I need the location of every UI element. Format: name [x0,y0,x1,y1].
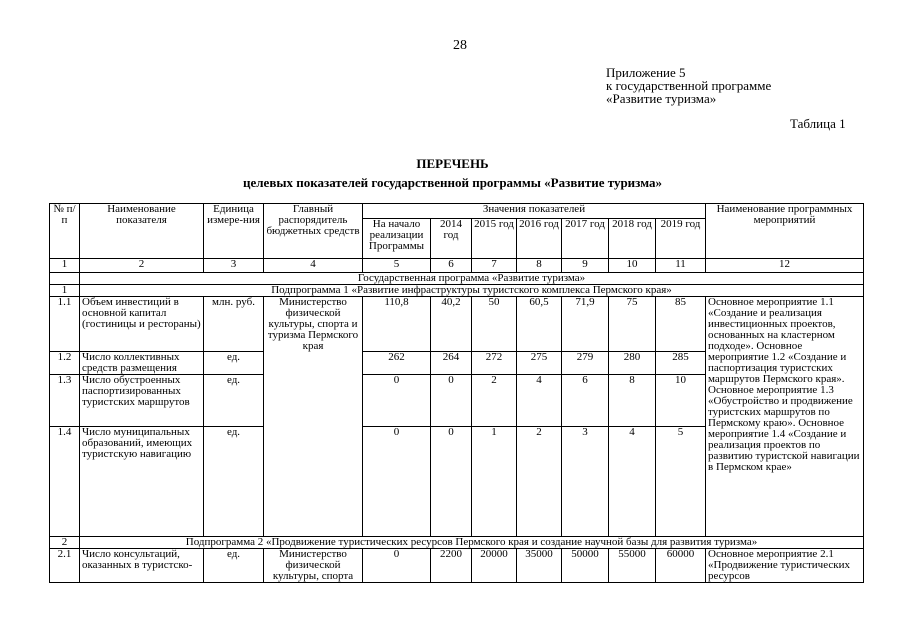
indicator-name: Число коллективных средств размещения [80,352,204,375]
value-cell: 4 [609,427,656,537]
column-index: 1 [50,259,80,273]
value-cell: 50000 [562,549,609,583]
row-num: 2.1 [50,549,80,583]
value-cell: 71,9 [562,297,609,352]
value-cell: 2 [472,375,517,427]
column-index: 11 [656,259,706,273]
manager: Министерство физической культуры, спорта и туризма Пермского края [264,297,363,537]
row-num: 1.2 [50,352,80,375]
value-cell: 35000 [517,549,562,583]
column-index: 8 [517,259,562,273]
document-title [0,154,905,192]
value-cell: 0 [363,549,431,583]
value-cell: 4 [517,375,562,427]
value-cell: 2200 [431,549,472,583]
table-label: Таблица 1 [790,116,846,131]
value-cell: 55000 [609,549,656,583]
column-index: 9 [562,259,609,273]
program-measures: Основное мероприятие 2.1 «Продвижение туристических ресурсов [706,549,864,583]
column-index: 4 [264,259,363,273]
value-cell: 2 [517,427,562,537]
value-cell: 40,2 [431,297,472,352]
indicators-table [49,203,864,583]
indicator-name: Число муниципальных образований, имеющих туристскую навигацию [80,427,204,537]
value-cell: 1 [472,427,517,537]
header-year: 2016 год [517,219,562,259]
header-unit: Единица измере-ния [204,204,264,259]
value-cell: 60,5 [517,297,562,352]
unit: ед. [204,352,264,375]
annex-block [606,66,771,105]
unit: ед. [204,427,264,537]
indicator-name: Число консультаций, оказанных в туристско- [80,549,204,583]
value-cell: 85 [656,297,706,352]
value-cell: 262 [363,352,431,375]
column-index: 10 [609,259,656,273]
header-num: № п/п [50,204,80,259]
value-cell: 110,8 [363,297,431,352]
value-cell: 0 [431,375,472,427]
value-cell: 279 [562,352,609,375]
manager: Министерство физической культуры, спорта [264,549,363,583]
unit: ед. [204,375,264,427]
header-manager: Главный распорядитель бюджетных средств [264,204,363,259]
row-num: 1.1 [50,297,80,352]
header-year: 2018 год [609,219,656,259]
indicator-name: Число обустроенных паспортизированных туристских маршрутов [80,375,204,427]
column-index: 2 [80,259,204,273]
program-measures: Основное мероприятие 1.1 «Создание и реализация инвестиционных проектов, основанных на кластерном подходе». Основное мероприятие 1.2 «Создание и паспортизация туристских маршрутов Пермского края». Основное мероприятие 1.3 «Обустройство и продвижение туристских маршрутов по Пермскому краю». Основное мероприятие 1.4 «Создание и реализация проектов по развитию туристской навигации в Пермском крае» [706,297,864,537]
value-cell: 272 [472,352,517,375]
value-cell: 3 [562,427,609,537]
empty-cell [50,273,80,285]
subprogram-num: 1 [50,285,80,297]
row-num: 1.3 [50,375,80,427]
title-line-1: ПЕРЕЧЕНЬ [416,156,489,171]
subprogram-title: Подпрограмма 2 «Продвижение туристических ресурсов Пермского края и создание научной базы для развития туризма» [80,537,864,549]
unit: ед. [204,549,264,583]
annex-line: Приложение 5 [606,65,686,80]
value-cell: 264 [431,352,472,375]
header-measures: Наименование программных мероприятий [706,204,864,259]
column-index: 7 [472,259,517,273]
column-index: 3 [204,259,264,273]
column-index: 12 [706,259,864,273]
value-cell: 75 [609,297,656,352]
value-cell: 60000 [656,549,706,583]
value-cell: 10 [656,375,706,427]
value-cell: 0 [363,427,431,537]
unit: млн. руб. [204,297,264,352]
header-year: 2019 год [656,219,706,259]
value-cell: 280 [609,352,656,375]
header-year: На начало реализации Программы [363,219,431,259]
annex-line: к государственной программе [606,78,772,93]
value-cell: 50 [472,297,517,352]
indicator-name: Объем инвестиций в основной капитал (гостиницы и рестораны) [80,297,204,352]
value-cell: 275 [517,352,562,375]
value-cell: 285 [656,352,706,375]
page-number: 28 [453,38,467,53]
title-line-2: целевых показателей государственной программы «Развитие туризма» [243,175,662,190]
column-index: 5 [363,259,431,273]
value-cell: 8 [609,375,656,427]
value-cell: 20000 [472,549,517,583]
header-year: 2014 год [431,219,472,259]
value-cell: 5 [656,427,706,537]
header-values: Значения показателей [363,204,706,219]
subprogram-title: Подпрограмма 1 «Развитие инфраструктуры туристского комплекса Пермского края» [80,285,864,297]
value-cell: 0 [363,375,431,427]
header-year: 2015 год [472,219,517,259]
header-year: 2017 год [562,219,609,259]
column-index: 6 [431,259,472,273]
subprogram-num: 2 [50,537,80,549]
value-cell: 6 [562,375,609,427]
value-cell: 0 [431,427,472,537]
row-num: 1.4 [50,427,80,537]
header-indicator: Наименование показателя [80,204,204,259]
annex-line: «Развитие туризма» [606,91,717,106]
program-row: Государственная программа «Развитие туризма» [80,273,864,285]
